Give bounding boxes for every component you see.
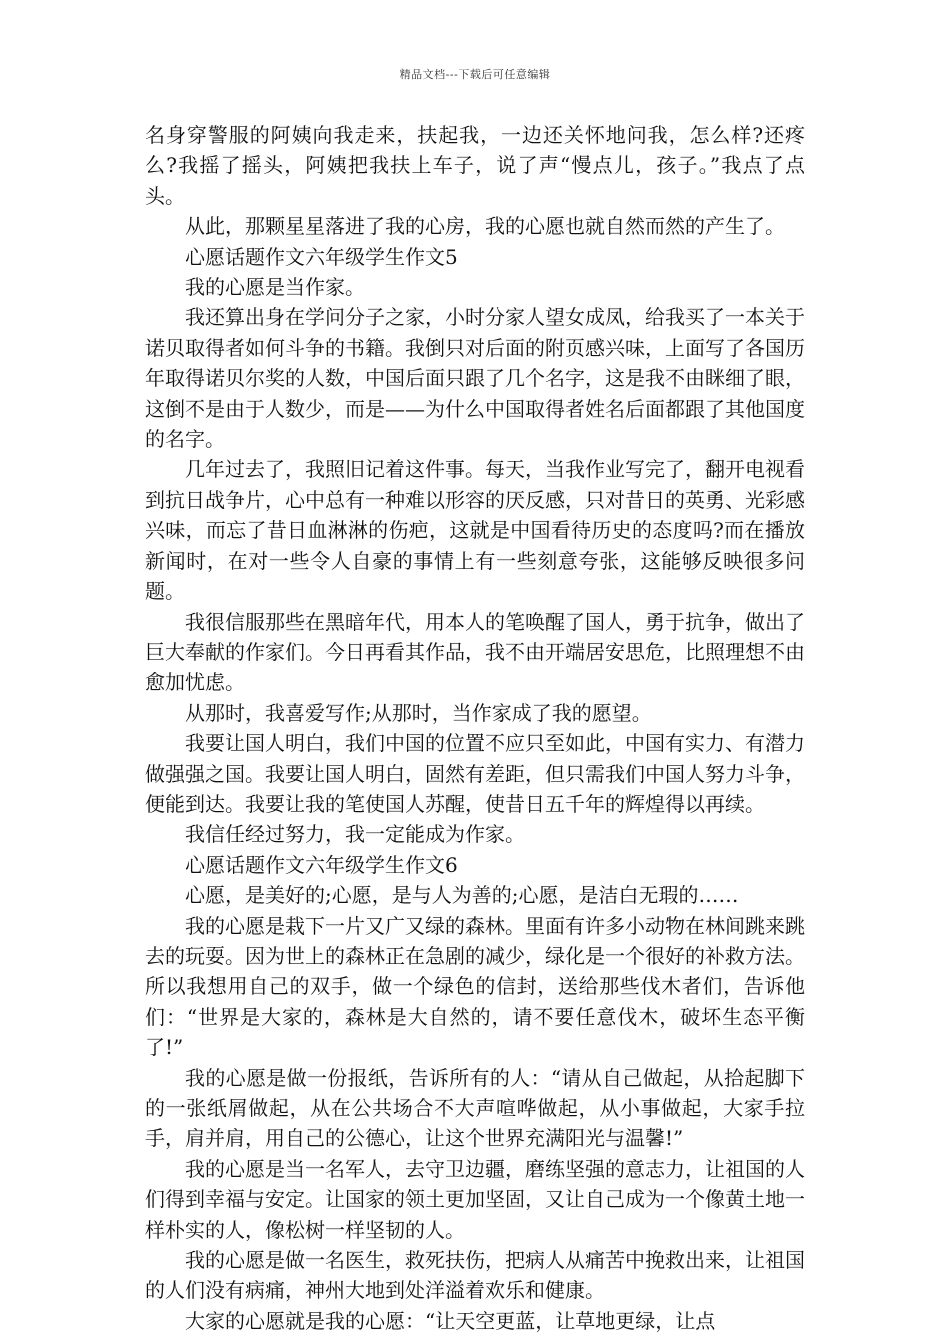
paragraph: 我的心愿是当作家。 (185, 275, 365, 300)
section-heading: 心愿话题作文六年级学生作文5 (185, 244, 458, 269)
page-header: 精品文档---下载后可任意编辑 (399, 68, 551, 81)
paragraph: 心愿，是美好的;心愿，是与人为善的;心愿，是洁白无瑕的…… (185, 883, 739, 908)
paragraph: 从那时，我喜爱写作;从那时，当作家成了我的愿望。 (185, 700, 652, 725)
section-heading: 心愿话题作文六年级学生作文6 (185, 852, 458, 877)
paragraph: 我还算出身在学问分子之家，小时分家人望女成凤，给我买了一本关于诺贝取得者如何斗争的书籍。我倒只对后面的附页感兴味，上面写了各国历年取得诺贝尔奖的人数，中国后面只跟了几个名字，这是我不由眯细了眼，这倒不是由于人数少，而是——为什么中国取得者姓名后面都跟了其他国度的名字。 (145, 305, 805, 452)
paragraph: 我信任经过努力，我一定能成为作家。 (185, 822, 525, 847)
paragraph: 我的心愿是当一名军人，去守卫边疆，磨练坚强的意志力，让祖国的人们得到幸福与安定。让国家的领土更加坚固，又让自己成为一个像黄土地一样朴实的人，像松树一样坚韧的人。 (145, 1156, 805, 1242)
paragraph: 大家的心愿就是我的心愿：“让天空更蓝，让草地更绿，让点 (185, 1308, 716, 1333)
paragraph: 名身穿警服的阿姨向我走来，扶起我，一边还关怀地问我，怎么样?还疼么?我摇了摇头，阿姨把我扶上车子，说了声“慢点儿，孩子。”我点了点头。 (145, 123, 805, 208)
paragraph: 我的心愿是栽下一片又广又绿的森林。里面有许多小动物在林间跳来跳去的玩耍。因为世上的森林正在急剧的减少，绿化是一个很好的补救方法。所以我想用自己的双手，做一个绿色的信封，送给那些伐木者们，告诉他们：“世界是大家的，森林是大自然的，请不要任意伐木，破坏生态平衡了!” (145, 913, 805, 1060)
paragraph: 几年过去了，我照旧记着这件事。每天，当我作业写完了，翻开电视看到抗日战争片，心中总有一种难以形容的厌反感，只对昔日的英勇、光彩感兴味，而忘了昔日血淋淋的伤疤，这就是中国看待历史的态度吗?而在播放新闻时，在对一些令人自豪的事情上有一些刻意夸张，这能够反映很多问题。 (145, 457, 805, 604)
paragraph: 我的心愿是做一份报纸，告诉所有的人：“请从自己做起，从拾起脚下的一张纸屑做起，从在公共场合不大声喧哗做起，从小事做起，大家手拉手，肩并肩，用自己的公德心，让这个世界充满阳光与温馨!” (145, 1065, 805, 1151)
paragraph: 我的心愿是做一名医生，救死扶伤，把病人从痛苦中挽救出来，让祖国的人们没有病痛，神州大地到处洋溢着欢乐和健康。 (145, 1248, 805, 1303)
paragraph: 从此，那颗星星落进了我的心房，我的心愿也就自然而然的产生了。 (185, 214, 785, 239)
paragraph: 我很信服那些在黑暗年代，用本人的笔唤醒了国人，勇于抗争，做出了巨大奉献的作家们。今日再看其作品，我不由开端居安思危，比照理想不由愈加忧虑。 (145, 609, 805, 695)
document-body (145, 120, 805, 1336)
paragraph: 我要让国人明白，我们中国的位置不应只至如此，中国有实力、有潜力做强强之国。我要让国人明白，固然有差距，但只需我们中国人努力斗争，便能到达。我要让我的笔使国人苏醒，使昔日五千年的辉煌得以再续。 (145, 731, 805, 816)
